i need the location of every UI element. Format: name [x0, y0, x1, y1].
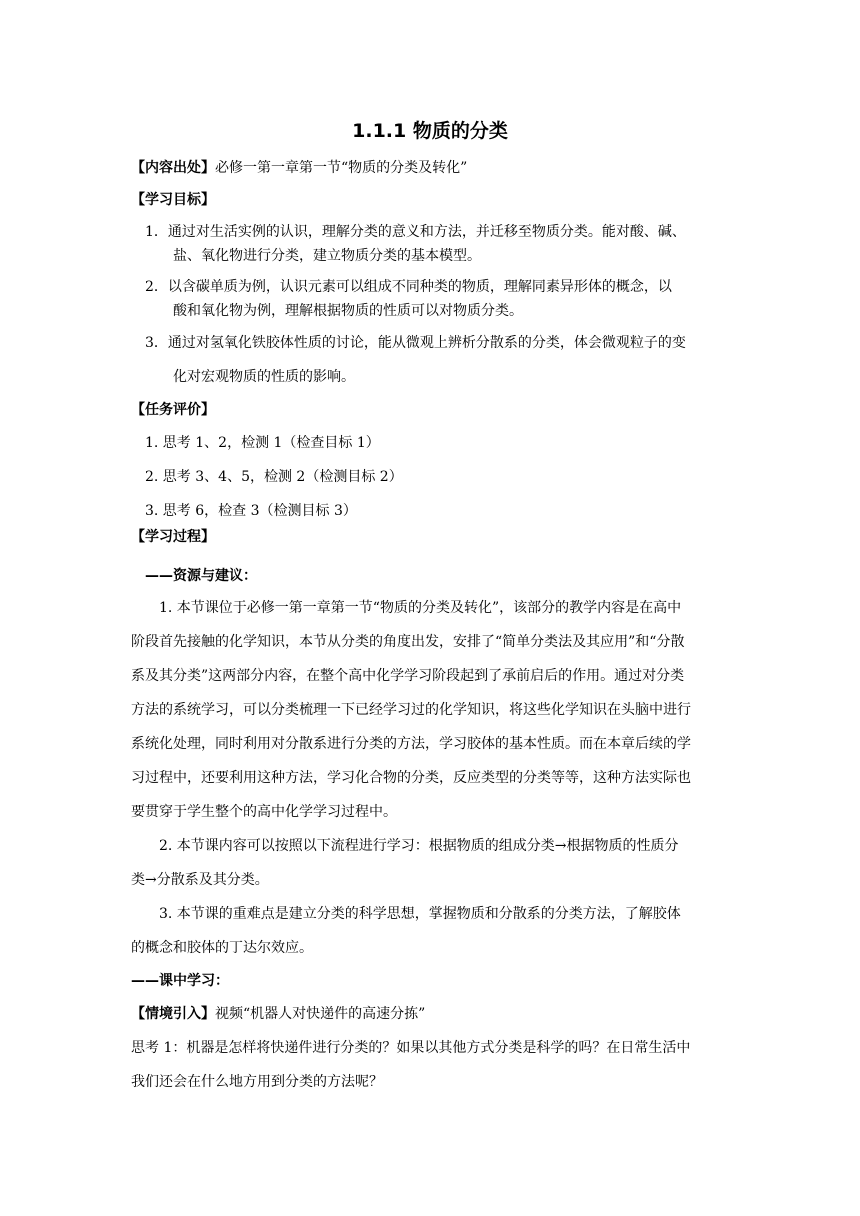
- source-tag: 【内容出处】: [131, 160, 215, 176]
- objective-line: 2．以含碳单质为例，认识元素可以组成不同种类的物质，理解同素异形体的概念，以: [145, 279, 672, 295]
- in-class-heading: ——课中学习：: [131, 973, 229, 989]
- paragraph-line: 阶段首先接触的化学知识，本节从分类的角度出发，安排了“简单分类法及其应用”和“分散: [131, 634, 685, 650]
- thinking-line: 思考 1：机器是怎样将快递件进行分类的？如果以其他方式分类是科学的吗？在日常生活中: [131, 1040, 691, 1056]
- objective-line: 盐、氧化物进行分类，建立物质分类的基本模型。: [173, 248, 481, 264]
- paragraph-line: 的概念和胶体的丁达尔效应。: [131, 940, 313, 956]
- paragraph-line: 系及其分类”这两部分内容，在整个高中化学学习阶段起到了承前启后的作用。通过对分类: [131, 668, 685, 684]
- scenario-line: [131, 1004, 425, 1024]
- objective-line: 1．通过对生活实例的认识，理解分类的意义和方法，并迁移至物质分类。能对酸、碱、: [145, 224, 686, 240]
- objectives-heading: 【学习目标】: [131, 192, 215, 208]
- evaluation-item: 3. 思考 6，检查 3（检测目标 3）: [145, 503, 357, 519]
- paragraph-line: 方法的系统学习，可以分类梳理一下已经学习过的化学知识，将这些化学知识在头脑中进行: [131, 702, 691, 718]
- scenario-text: 视频“机器人对快递件的高速分拣”: [215, 1006, 426, 1022]
- scenario-tag: 【情境引入】: [131, 1006, 215, 1022]
- paragraph-line: 类→分散系及其分类。: [131, 872, 269, 888]
- evaluation-item: 2. 思考 3、4、5，检测 2（检测目标 2）: [145, 469, 403, 485]
- paragraph-line: 2. 本节课内容可以按照以下流程进行学习：根据物质的组成分类→根据物质的性质分: [159, 838, 679, 854]
- objective-line: 化对宏观物质的性质的影响。: [173, 369, 355, 385]
- objective-line: 酸和氧化物为例，理解根据物质的性质可以对物质分类。: [173, 303, 523, 319]
- paragraph-line: 系统化处理，同时利用对分散系进行分类的方法，学习胶体的基本性质。而在本章后续的学: [131, 736, 691, 752]
- page-title: 1.1.1 物质的分类: [352, 120, 508, 142]
- thinking-line: 我们还会在什么地方用到分类的方法呢？: [131, 1074, 383, 1090]
- source-text: 必修一第一章第一节“物质的分类及转化”: [215, 160, 468, 176]
- paragraph-line: 要贯穿于学生整个的高中化学学习过程中。: [131, 804, 397, 820]
- paragraph-line: 习过程中，还要利用这种方法，学习化合物的分类，反应类型的分类等等，这种方法实际也: [131, 770, 691, 786]
- objective-line: 3．通过对氢氧化铁胶体性质的讨论，能从微观上辨析分散系的分类，体会微观粒子的变: [145, 335, 686, 351]
- resources-heading: ——资源与建议：: [145, 568, 257, 584]
- evaluation-item: 1. 思考 1、2，检测 1（检查目标 1）: [145, 435, 380, 451]
- source-line: [131, 158, 467, 178]
- paragraph-line: 3. 本节课的重难点是建立分类的科学思想，掌握物质和分散系的分类方法，了解胶体: [159, 906, 681, 922]
- evaluation-heading: 【任务评价】: [131, 402, 215, 418]
- process-heading: 【学习过程】: [131, 529, 215, 545]
- paragraph-line: 1. 本节课位于必修一第一章第一节“物质的分类及转化”，该部分的教学内容是在高中: [159, 600, 682, 616]
